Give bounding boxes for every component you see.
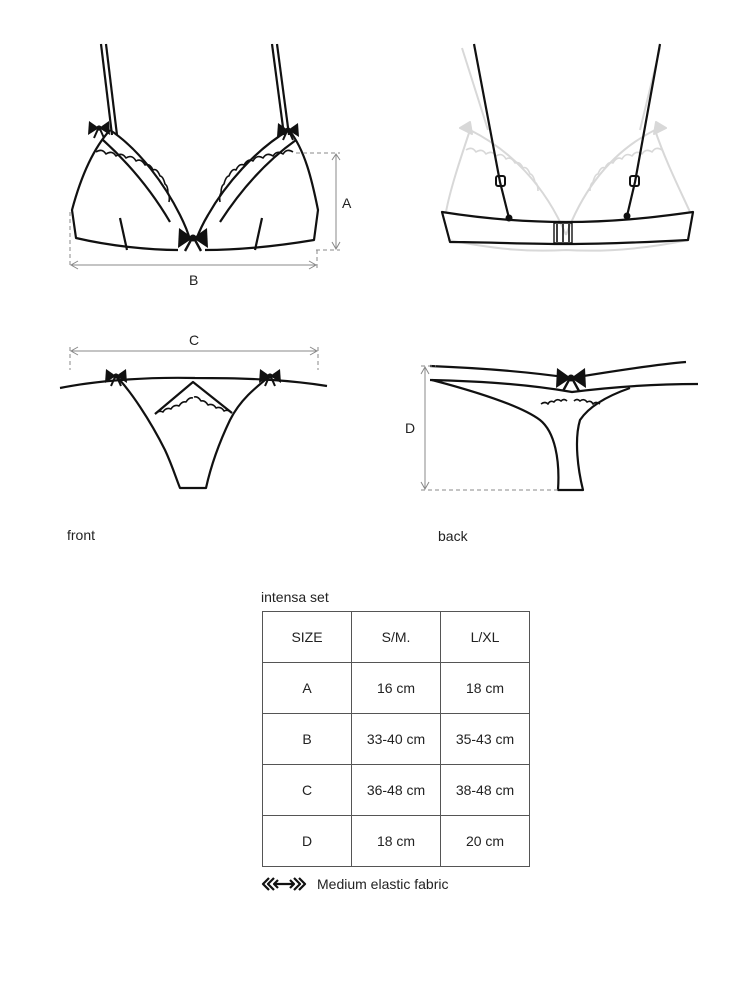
dimension-d-line bbox=[421, 366, 560, 490]
front-caption: front bbox=[67, 527, 96, 543]
table-row bbox=[263, 765, 530, 816]
table-cell: B bbox=[263, 714, 352, 765]
table-cell: D bbox=[263, 816, 352, 867]
elastic-arrows-icon bbox=[261, 876, 307, 892]
size-table bbox=[262, 611, 530, 867]
table-row bbox=[263, 816, 530, 867]
table-cell: C bbox=[263, 765, 352, 816]
fabric-note bbox=[261, 876, 449, 892]
dimension-c-label: C bbox=[189, 332, 200, 348]
table-header-cell: SIZE bbox=[263, 612, 352, 663]
bow-icon bbox=[178, 228, 208, 251]
bra-front-drawing bbox=[72, 44, 318, 250]
table-cell: 18 cm bbox=[441, 663, 530, 714]
dimension-d-label: D bbox=[405, 420, 416, 436]
dimension-a-label: A bbox=[342, 195, 352, 211]
table-header-cell: S/M. bbox=[352, 612, 441, 663]
dimension-c-line bbox=[70, 347, 318, 370]
dimension-b-label: B bbox=[189, 272, 199, 288]
table-cell: 20 cm bbox=[441, 816, 530, 867]
table-cell: 35-43 cm bbox=[441, 714, 530, 765]
set-name-title: intensa set bbox=[261, 589, 329, 605]
table-header-row bbox=[263, 612, 530, 663]
thong-front-drawing bbox=[60, 376, 327, 488]
bra-back-drawing bbox=[442, 44, 693, 251]
table-cell: 36-48 cm bbox=[352, 765, 441, 816]
table-header-cell: L/XL bbox=[441, 612, 530, 663]
table-cell: A bbox=[263, 663, 352, 714]
table-row bbox=[263, 663, 530, 714]
table-cell: 38-48 cm bbox=[441, 765, 530, 816]
bow-icon bbox=[556, 368, 586, 391]
table-cell: 18 cm bbox=[352, 816, 441, 867]
table-cell: 33-40 cm bbox=[352, 714, 441, 765]
back-caption: back bbox=[438, 528, 468, 544]
dimension-a-line bbox=[296, 153, 340, 250]
fabric-label: Medium elastic fabric bbox=[317, 876, 449, 892]
table-cell: 16 cm bbox=[352, 663, 441, 714]
table-row bbox=[263, 714, 530, 765]
